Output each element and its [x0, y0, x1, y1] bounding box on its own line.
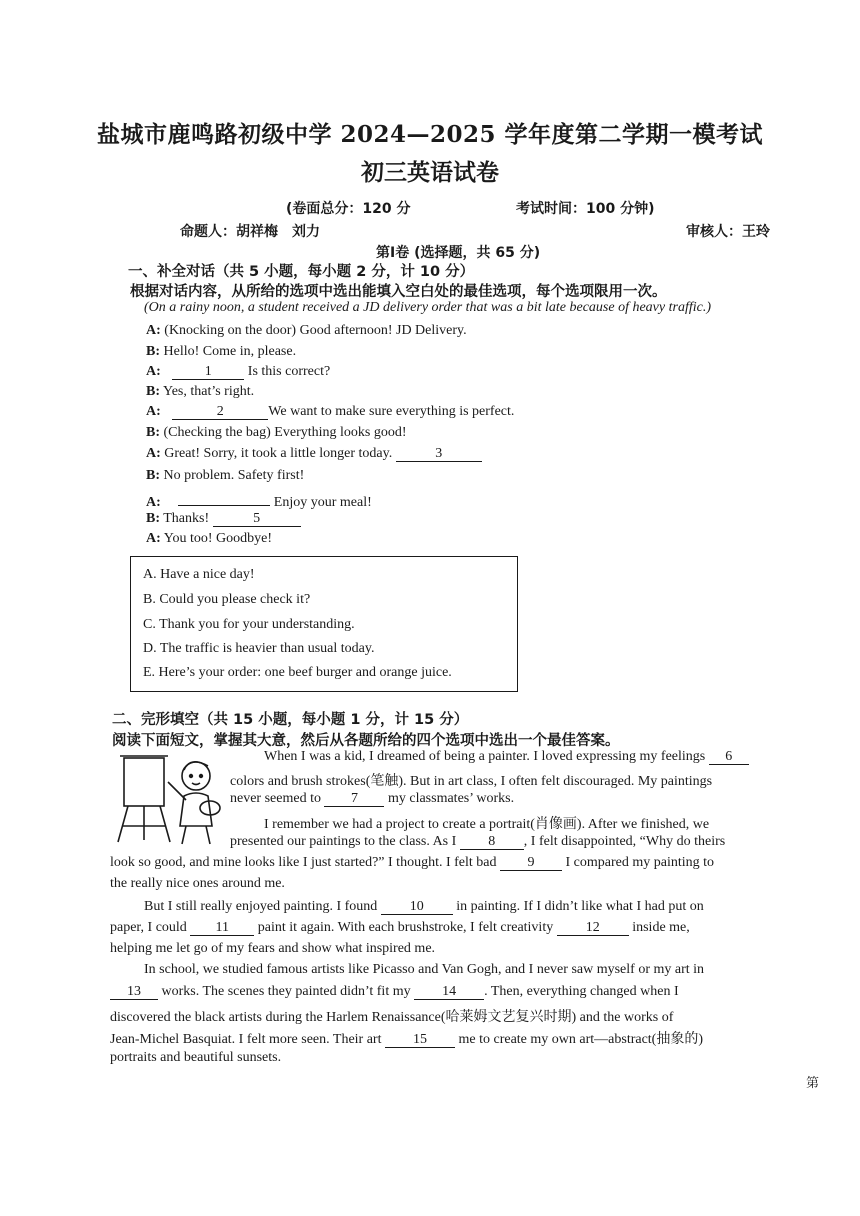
- passage-line: the really nice ones around me.: [110, 876, 285, 891]
- dialogue-line: [146, 364, 330, 380]
- option-a[interactable]: A. Have a nice day!: [143, 567, 255, 582]
- section1-instruction: 根据对话内容，从所给的选项中选出能填入空白处的最佳选项，每个选项限用一次。: [130, 284, 667, 300]
- cloze-blank-9[interactable]: 9: [500, 855, 562, 871]
- passage-text: presented our paintings to the class. As I: [230, 834, 460, 849]
- dialogue-line: [146, 344, 296, 360]
- dialogue-line: [146, 404, 514, 420]
- option-b[interactable]: B. Could you please check it?: [143, 592, 311, 607]
- exam-title: 盐城市鹿鸣路初级中学 2024—2025 学年度第二学期一模考试: [96, 121, 764, 148]
- dialogue-line: [146, 531, 272, 547]
- cloze-blank-8[interactable]: 8: [460, 834, 524, 850]
- answer-blank-5[interactable]: 5: [213, 511, 301, 527]
- passage-text: . Then, everything changed when I: [484, 984, 679, 999]
- line-text: Hello! Come in, please.: [163, 344, 297, 359]
- line-text: Yes, that’s right.: [162, 384, 255, 399]
- passage-line: [230, 791, 514, 807]
- exam-time: 考试时间：100 分钟): [516, 201, 655, 217]
- passage-text: I compared my painting to: [561, 855, 715, 870]
- option-c[interactable]: C. Thank you for your understanding.: [143, 617, 355, 632]
- speaker: B:: [146, 384, 160, 399]
- answer-blank-3[interactable]: 3: [396, 446, 482, 462]
- passage-line: [264, 749, 749, 765]
- cloze-blank-13[interactable]: 13: [110, 984, 158, 1000]
- total-score: (卷面总分：120 分: [286, 201, 411, 217]
- passage-line: I remember we had a project to create a portrait(肖像画). After we finished, we: [264, 817, 710, 832]
- passage-line: colors and brush strokes(笔触). But in art class, I often felt discouraged. My paintings: [230, 774, 713, 789]
- option-d[interactable]: D. The traffic is heavier than usual today.: [143, 641, 375, 656]
- dialogue-line: [146, 468, 304, 484]
- option-e[interactable]: E. Here’s your order: one beef burger and orange juice.: [143, 665, 452, 680]
- line-text: No problem. Safety first!: [163, 468, 305, 483]
- speaker: B:: [146, 344, 160, 359]
- speaker: A:: [146, 531, 161, 546]
- passage-line: [110, 920, 690, 936]
- part-header: 第Ⅰ卷 (选择题，共 65 分): [376, 245, 541, 261]
- speaker: B:: [146, 511, 160, 526]
- cloze-blank-6[interactable]: 6: [709, 749, 749, 765]
- passage-line: [110, 1028, 703, 1048]
- speaker: A:: [146, 404, 161, 419]
- dialogue-line: [146, 323, 467, 339]
- answer-blank-2[interactable]: 2: [172, 404, 268, 420]
- speaker: A:: [146, 446, 161, 461]
- line-text: (Checking the bag) Everything looks good!: [163, 425, 407, 440]
- options-box: [130, 556, 518, 692]
- passage-text: look so good, and mine looks like I just started?” I thought. I felt bad: [110, 855, 500, 870]
- cloze-blank-15[interactable]: 15: [385, 1032, 455, 1048]
- dialogue-line: [146, 490, 372, 511]
- passage-text: , I felt disappointed, “Why do theirs: [523, 834, 726, 849]
- passage-text: me to create my own art—abstract(抽象的): [454, 1032, 704, 1047]
- line-text: Is this correct?: [247, 364, 331, 379]
- line-text: You too! Goodbye!: [163, 531, 273, 546]
- line-text: (Knocking on the door) Good afternoon! JD Delivery.: [164, 323, 467, 338]
- line-text: We want to make sure everything is perfect.: [268, 404, 515, 419]
- passage-text: paper, I could: [110, 920, 191, 935]
- passage-line: [230, 834, 725, 850]
- speaker: A:: [146, 495, 161, 510]
- exam-subtitle: 初三英语试卷: [361, 159, 499, 186]
- cloze-blank-14[interactable]: 14: [414, 984, 484, 1000]
- passage-text: my classmates’ works.: [384, 791, 515, 806]
- speaker: A:: [146, 364, 161, 379]
- speaker: B:: [146, 468, 160, 483]
- passage-text: Jean-Michel Basquiat. I felt more seen. Their art: [110, 1032, 385, 1047]
- passage-line: discovered the black artists during the Harlem Renaissance(哈莱姆文艺复兴时期) and the works of: [110, 1010, 674, 1025]
- passage-line: portraits and beautiful sunsets.: [110, 1050, 282, 1065]
- cloze-blank-10[interactable]: 10: [381, 899, 453, 915]
- passage-line: [144, 899, 704, 915]
- page-number: 第: [806, 1075, 820, 1090]
- passage-line: In school, we studied famous artists like Picasso and Van Gogh, and I never saw myself or my art in: [144, 962, 705, 977]
- speaker: A:: [146, 323, 161, 338]
- section2-instruction: 阅读下面短文，掌握其大意，然后从各题所给的四个选项中选出一个最佳答案。: [112, 733, 620, 749]
- dialogue-scene: (On a rainy noon, a student received a JD delivery order that was a bit late because of heavy traffic.): [144, 300, 711, 315]
- dialogue-line: [146, 425, 407, 441]
- answer-blank-1[interactable]: 1: [172, 364, 244, 380]
- cloze-blank-11[interactable]: 11: [190, 920, 254, 936]
- passage-line: [110, 984, 679, 1000]
- line-text: Thanks!: [163, 511, 213, 526]
- passage-text: inside me,: [628, 920, 690, 935]
- passage-text: When I was a kid, I dreamed of being a painter. I loved expressing my feelings: [264, 749, 709, 764]
- speaker: B:: [146, 425, 160, 440]
- cloze-blank-12[interactable]: 12: [557, 920, 629, 936]
- line-text: Enjoy your meal!: [273, 495, 372, 510]
- passage-text: works. The scenes they painted didn’t fit my: [158, 984, 415, 999]
- passage-text: But I still really enjoyed painting. I found: [144, 899, 381, 914]
- dialogue-line: [146, 511, 301, 527]
- section2-title: 二、完形填空（共 15 小题，每小题 1 分，计 15 分）: [112, 712, 469, 728]
- dialogue-line: [146, 446, 482, 462]
- reviewer: 审核人：王玲: [686, 224, 770, 240]
- passage-line: [110, 855, 714, 871]
- line-text: Great! Sorry, it took a little longer today.: [164, 446, 396, 461]
- passage-line: helping me let go of my fears and show what inspired me.: [110, 941, 436, 956]
- cloze-blank-7[interactable]: 7: [324, 791, 384, 807]
- answer-blank-4[interactable]: [178, 490, 270, 506]
- child-painting-easel-icon: [112, 748, 224, 848]
- passage-text: never seemed to: [230, 791, 325, 806]
- dialogue-line: [146, 384, 254, 400]
- passage-text: in painting. If I didn’t like what I had put on: [452, 899, 704, 914]
- passage-text: paint it again. With each brushstroke, I felt creativity: [254, 920, 557, 935]
- authors: 命题人：胡祥梅 刘力: [180, 224, 320, 240]
- section1-title: 一、补全对话（共 5 小题，每小题 2 分，计 10 分）: [128, 264, 475, 280]
